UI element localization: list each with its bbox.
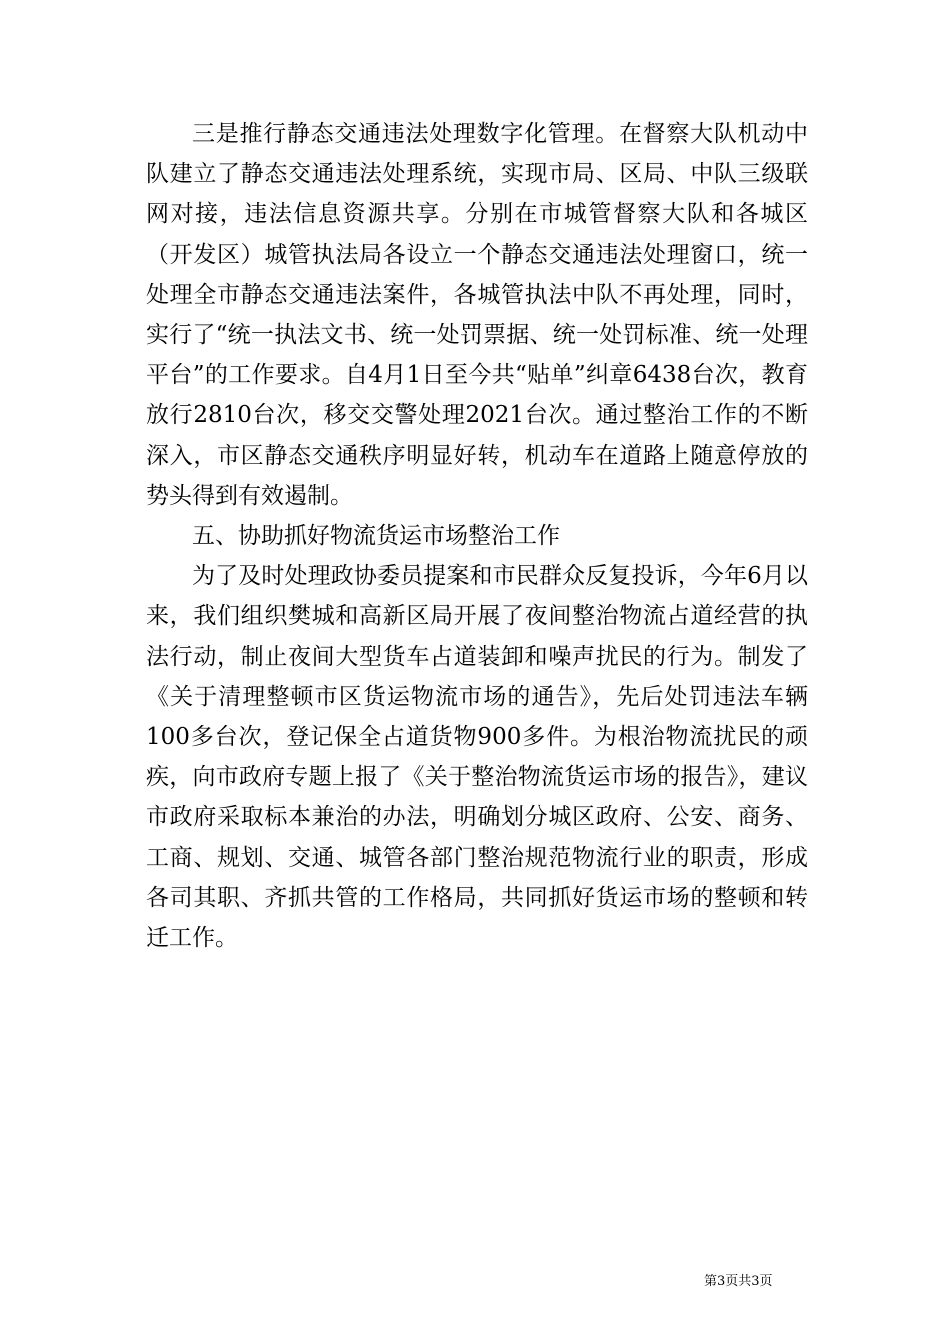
section-heading-logistics: 五、协助抓好物流货运市场整治工作	[192, 523, 560, 550]
page-number-footer: 第3页共3页	[704, 1274, 773, 1289]
paragraph-static-traffic: 三是推行静态交通违法处理数字化管理。在督察大队机动中队建立了静态交通违法处理系统，实现市局、区局、中队三级联网对接，违法信息资源共享。分别在市城管督察大队和各城区（开发区）城管执法局各设立一个静态交通违法处理窗口，统一处理全市静态交通违法案件，各城管执法中队不再处理，同时，实行了“统一执法文书、统一处罚票据、统一处罚标准、统一处理平台”的工作要求。自4月1日至今共“贴单”纠章6438台次，教育放行2810台次，移交交警处理2021台次。通过整治工作的不断深入，市区静态交通秩序明显好转，机动车在道路上随意停放的势头得到有效遏制。	[146, 121, 808, 509]
paragraph-logistics: 为了及时处理政协委员提案和市民群众反复投诉，今年6月以来，我们组织樊城和高新区局开展了夜间整治物流占道经营的执法行动，制止夜间大型货车占道装卸和噪声扰民的行为。制发了《关于清理整顿市区货运物流市场的通告》，先后处罚违法车辆100多台次，登记保全占道货物900多件。为根治物流扰民的顽疾，向市政府专题上报了《关于整治物流货运市场的报告》，建议市政府采取标本兼治的办法，明确划分城区政府、公安、商务、工商、规划、交通、城管各部门整治规范物流行业的职责，形成各司其职、齐抓共管的工作格局，共同抓好货运市场的整顿和转迁工作。	[146, 563, 808, 952]
document-body	[146, 114, 808, 958]
